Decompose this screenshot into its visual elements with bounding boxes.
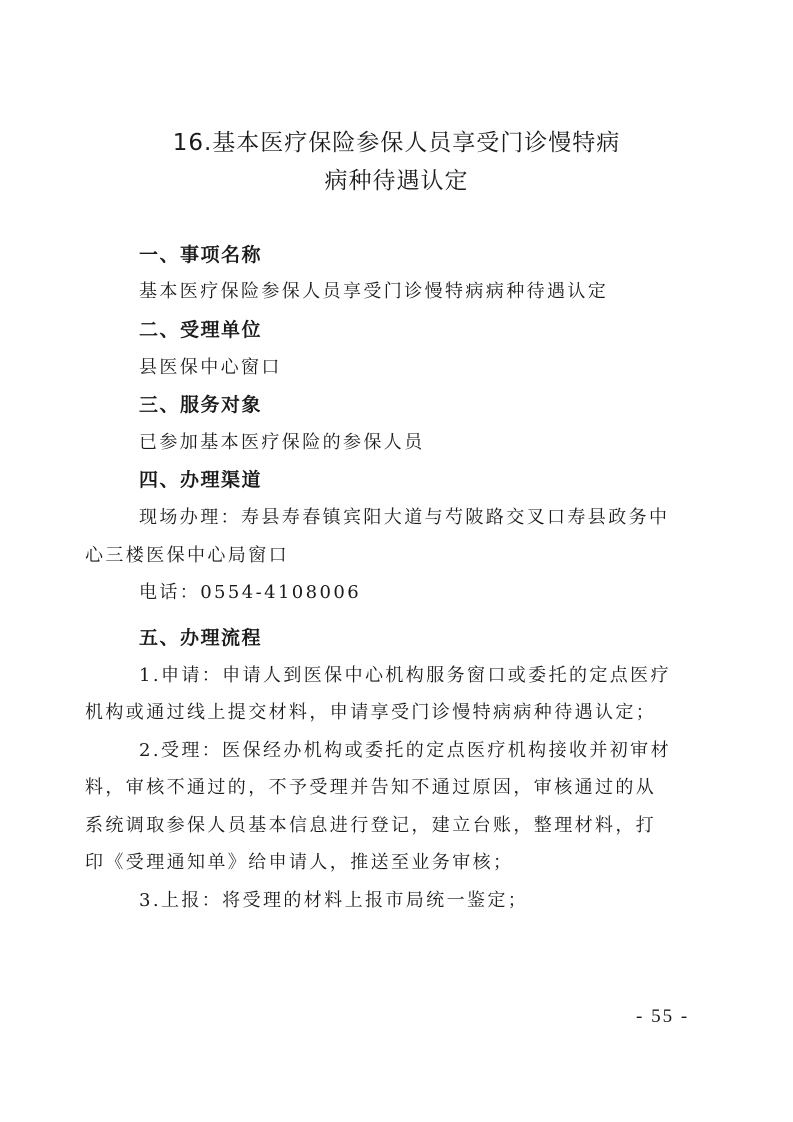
section-heading-service-object: 三、服务对象 (139, 394, 263, 416)
process-step3-line1: 3.上报：将受理的材料上报市局统一鉴定； (139, 890, 529, 911)
process-step2-line4: 印《受理通知单》给申请人，推送至业务审核； (85, 852, 514, 873)
page-number: - 55 - (636, 1006, 690, 1027)
section-content-item-name: 基本医疗保险参保人员享受门诊慢特病病种待遇认定 (139, 281, 609, 302)
process-step1-line1: 1.申请：申请人到医保中心机构服务窗口或委托的定点医疗 (139, 665, 671, 686)
process-step2-line2: 料，审核不通过的，不予受理并告知不通过原因，审核通过的从 (85, 777, 657, 798)
process-step1-line2: 机构或通过线上提交材料，申请享受门诊慢特病病种待遇认定； (85, 702, 657, 723)
process-step2-line1: 2.受理：医保经办机构或委托的定点医疗机构接收并初审材 (139, 740, 671, 761)
section-heading-item-name: 一、事项名称 (139, 244, 263, 266)
channel-phone: 电话：0554-4108006 (139, 582, 362, 603)
document-title-line2: 病种待遇认定 (324, 168, 469, 194)
section-content-service-object: 已参加基本医疗保险的参保人员 (139, 432, 425, 453)
process-step2-line3: 系统调取参保人员基本信息进行登记，建立台账，整理材料，打 (85, 815, 657, 836)
document-title-line1: 16.基本医疗保险参保人员享受门诊慢特病 (172, 130, 621, 156)
section-heading-channel: 四、办理渠道 (139, 469, 263, 491)
section-heading-process: 五、办理流程 (139, 627, 263, 649)
section-heading-unit: 二、受理单位 (139, 319, 263, 341)
section-content-unit: 县医保中心窗口 (139, 357, 282, 378)
channel-address-line2: 心三楼医保中心局窗口 (85, 545, 289, 566)
channel-address-line1: 现场办理：寿县寿春镇宾阳大道与芍陂路交叉口寿县政务中 (139, 507, 670, 528)
